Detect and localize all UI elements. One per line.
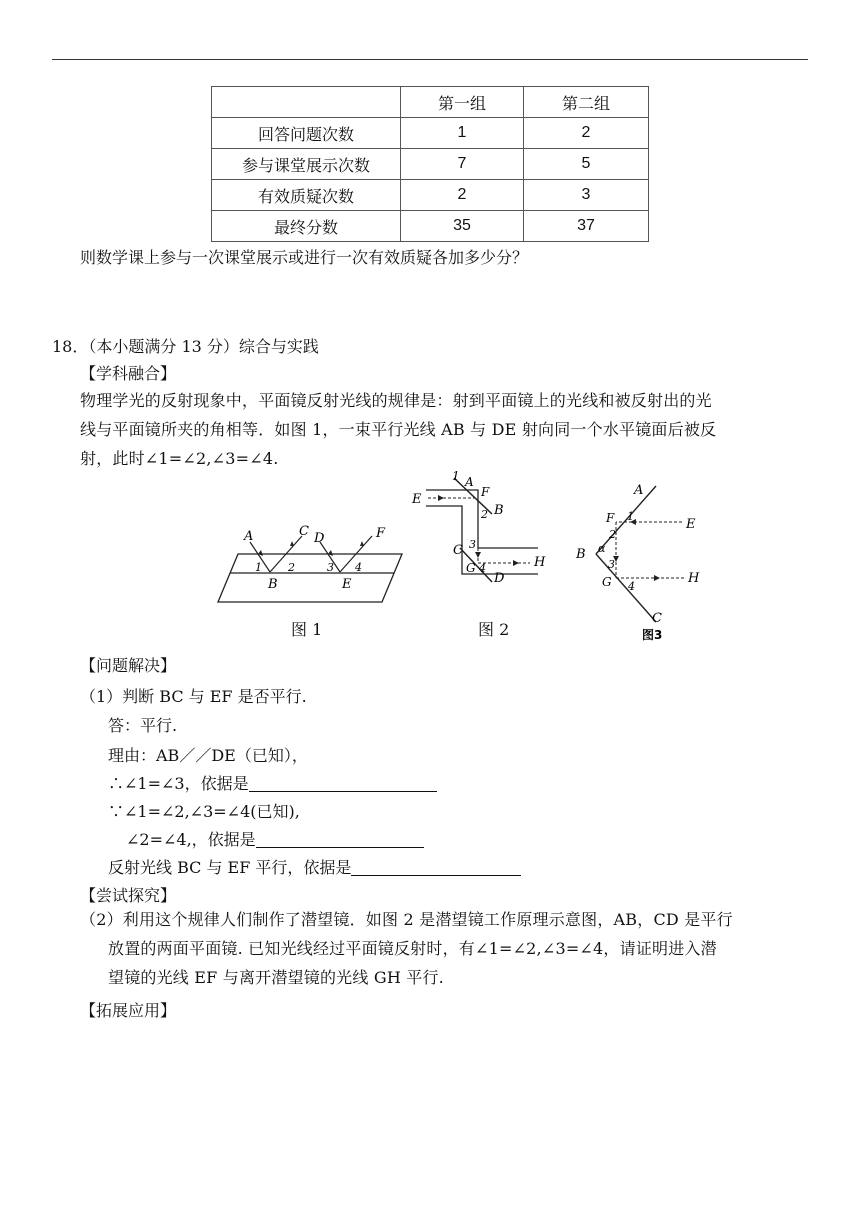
group2-value: 37: [524, 211, 649, 242]
figure-1-caption: 图 1: [291, 620, 323, 639]
label-4: 4: [479, 562, 486, 575]
label-2: 2: [481, 508, 488, 521]
step1-text: ∴∠1=∠3，依据是: [108, 774, 249, 793]
part1-reason: 理由：AB／／DE（已知），: [108, 746, 308, 765]
label-E: E: [342, 577, 352, 592]
figure-3-caption: 图3: [642, 628, 663, 642]
step4-text: 反射光线 BC 与 EF 平行，依据是: [108, 858, 352, 877]
label-angle1: 1: [255, 561, 262, 574]
intro-line: 物理学光的反射现象中，平面镜反射光线的规律是：射到平面镜上的光线和被反射出的光: [80, 391, 712, 410]
label-C: C: [299, 524, 309, 539]
group1-value: 2: [401, 180, 524, 211]
label-C: C: [652, 611, 662, 626]
section-fusion: 【学科融合】: [80, 364, 177, 383]
q17-question: 则数学课上参与一次课堂展示或进行一次有效质疑各加多少分？: [80, 248, 529, 267]
label-G: G: [602, 575, 612, 589]
part1-answer: 答：平行.: [108, 716, 178, 735]
intro-line: 射，此时∠1=∠2,∠3=∠4.: [80, 449, 279, 468]
label-3: 3: [608, 558, 615, 571]
answer-blank-3[interactable]: [351, 857, 521, 876]
table-row: [212, 149, 649, 180]
label-alpha: α: [598, 542, 606, 555]
row-label: 回答问题次数: [212, 118, 401, 149]
label-A: A: [465, 475, 474, 489]
row-label: 最终分数: [212, 211, 401, 242]
label-4: 4: [628, 580, 635, 593]
table-header-cell: 第二组: [524, 87, 649, 118]
label-H: H: [688, 571, 700, 586]
label-E: E: [412, 492, 422, 507]
label-D: D: [494, 571, 505, 586]
label-angle2: 2: [288, 561, 295, 574]
section-solve: 【问题解决】: [80, 656, 177, 675]
label-3: 3: [469, 538, 476, 551]
label-angle4: 4: [355, 561, 362, 574]
table-header-cell: 第一组: [401, 87, 524, 118]
group2-value: 5: [524, 149, 649, 180]
label-H: H: [534, 555, 546, 570]
section-try: 【尝试探究】: [80, 886, 177, 905]
label-F: F: [376, 526, 386, 541]
q18-heading: 18．（本小题满分 13 分）综合与实践: [52, 337, 319, 356]
table-row: [212, 118, 649, 149]
label-F: F: [481, 485, 490, 499]
table-row: [212, 180, 649, 211]
group1-value: 1: [401, 118, 524, 149]
group2-value: 2: [524, 118, 649, 149]
part1-step1: [108, 773, 437, 795]
label-A: A: [634, 483, 644, 498]
group2-value: 3: [524, 180, 649, 211]
part1-step2: ∵∠1=∠2,∠3=∠4(已知),: [108, 802, 300, 821]
label-B: B: [268, 577, 278, 592]
step3-text: ∠2=∠4,，依据是: [126, 830, 256, 849]
table-row: [212, 211, 649, 242]
label-B: B: [494, 503, 504, 518]
score-table: [211, 86, 649, 242]
label-1: 1: [452, 469, 460, 483]
row-label: 参与课堂展示次数: [212, 149, 401, 180]
part2-line: 放置的两面平面镜. 已知光线经过平面镜反射时，有∠1=∠2,∠3=∠4，请证明进入潜: [108, 939, 717, 958]
label-2: 2: [609, 528, 616, 541]
figure-2: [408, 470, 548, 585]
label-1: 1: [627, 510, 634, 523]
figure-1: [210, 520, 410, 610]
group1-value: 7: [401, 149, 524, 180]
part1-question: （1）判断 BC 与 EF 是否平行.: [80, 687, 307, 706]
section-extend: 【拓展应用】: [80, 1001, 177, 1020]
part2-line: （2）利用这个规律人们制作了潜望镜．如图 2 是潜望镜工作原理示意图，AB，CD 是平行: [80, 910, 733, 929]
row-label: 有效质疑次数: [212, 180, 401, 211]
label-E: E: [686, 517, 696, 532]
group1-value: 35: [401, 211, 524, 242]
part2-line: 望镜的光线 EF 与离开潜望镜的光线 GH 平行.: [108, 968, 444, 987]
figure-3: [570, 476, 710, 646]
label-A: A: [244, 529, 254, 544]
intro-line: 线与平面镜所夹的角相等．如图 1，一束平行光线 AB 与 DE 射向同一个水平镜面后被反: [80, 420, 717, 439]
table-header-cell: [212, 87, 401, 118]
answer-blank-1[interactable]: [249, 773, 437, 792]
figure-2-caption: 图 2: [478, 620, 510, 639]
part1-step3: [126, 829, 424, 851]
label-B: B: [576, 547, 586, 562]
label-F: F: [606, 511, 615, 525]
label-C: C: [453, 543, 463, 558]
label-G: G: [466, 561, 476, 575]
label-angle3: 3: [327, 561, 334, 574]
table-header-row: [212, 87, 649, 118]
part1-step4: [108, 857, 521, 879]
answer-blank-2[interactable]: [256, 829, 424, 848]
header-rule: [52, 59, 808, 60]
label-D: D: [314, 531, 325, 546]
